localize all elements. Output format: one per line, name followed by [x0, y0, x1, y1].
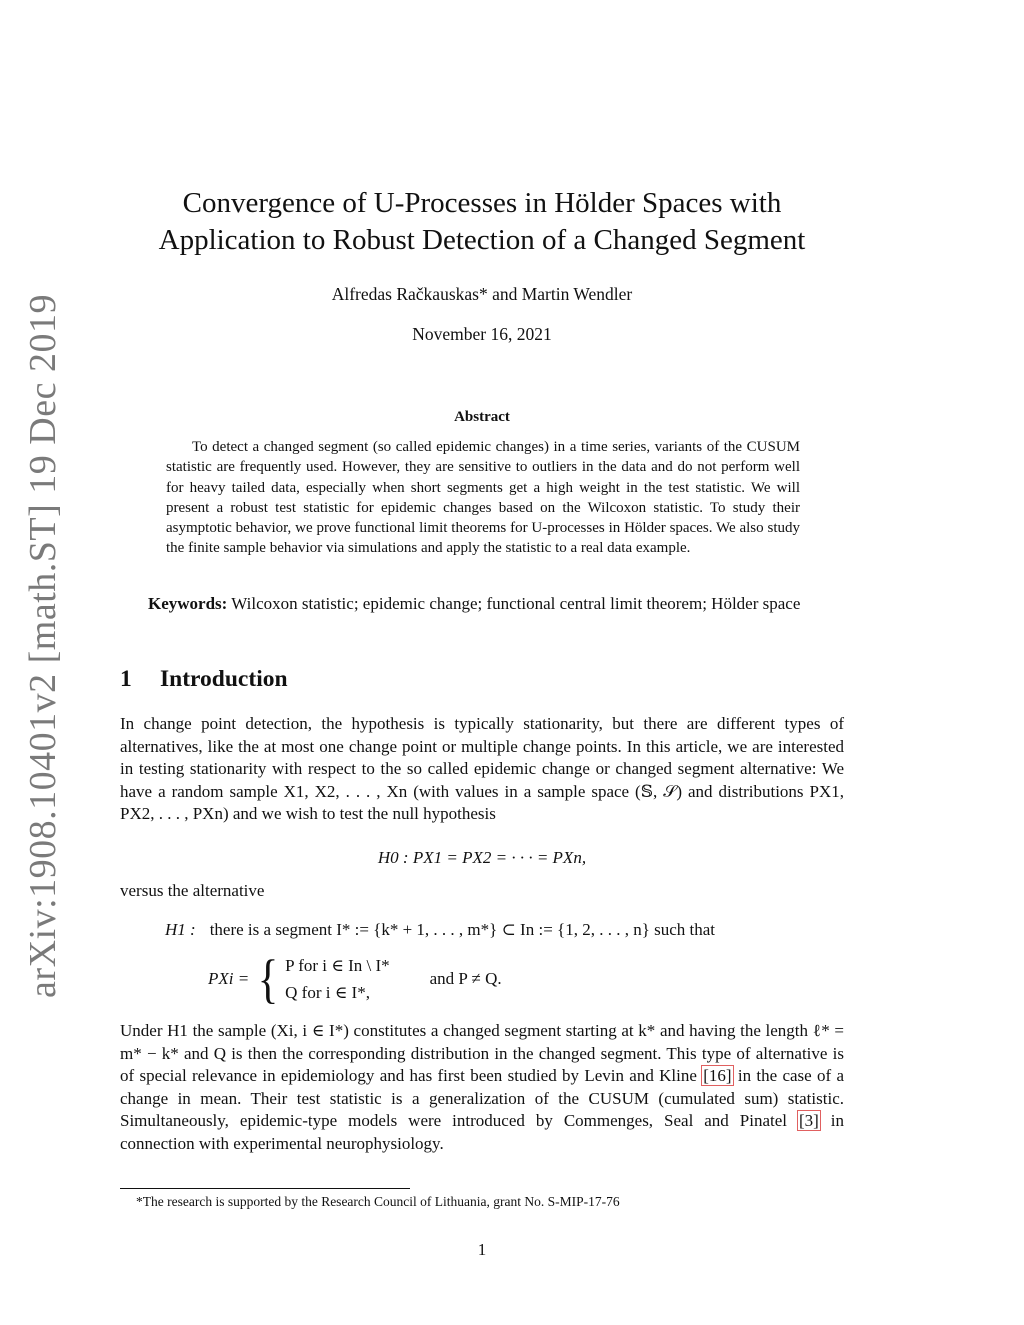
- citation-link-16[interactable]: [16]: [703, 1066, 732, 1086]
- arxiv-identifier: arXiv:1908.10401v2 [math.ST] 19 Dec 2019: [22, 293, 65, 998]
- para3-part-c: in connection with experimental neurophysiology.: [120, 1111, 845, 1153]
- para3-part-a: Under H1 the sample (Xi, i ∈ I*) constitutes a changed segment starting at k* and having the length ℓ* = m* − k* and Q is then the corresponding distribution in the changed segment. This type of alternative is of special relevance in epidemiology and has first been studied by Levin and Kline: [120, 1021, 844, 1086]
- title-line-1: Convergence of U-Processes in Hölder Spaces with: [182, 187, 782, 219]
- section-title: Introduction: [160, 666, 288, 692]
- section-heading-introduction: [120, 666, 288, 693]
- paper-authors: Alfredas Račkauskas* and Martin Wendler: [331, 284, 633, 304]
- citation-link-3[interactable]: [3]: [798, 1111, 819, 1131]
- footnote-divider: [120, 1188, 410, 1189]
- footnote: *The research is supported by the Research Council of Lithuania, grant No. S-MIP-17-76: [136, 1194, 620, 1209]
- h1-label: H1 :: [165, 920, 196, 939]
- abstract-text: To detect a changed segment (so called epidemic changes) in a time series, variants of the CUSUM statistic are frequently used. However, they are sensitive to outliers in the data and do not perform well for heavy tailed data, especially when short segments get a high weight in the test statistic. We will present a robust test statistic for epidemic changes based on the Wilcoxon statistic. To study their asymptotic behavior, we prove functional limit theorems for U-processes in Hölder spaces. We also study the finite sample behavior via simulations and apply the statistic to a real data example.: [166, 439, 800, 557]
- equation-null-hypothesis: H0 : PX1 = PX2 = · · · = PXn,: [377, 848, 587, 867]
- distribution-cases: [208, 949, 502, 1009]
- paper-date: November 16, 2021: [412, 324, 552, 344]
- paper-title: [120, 185, 844, 259]
- left-brace-icon: {: [257, 949, 279, 1009]
- case-2: Q for i ∈ I*,: [285, 983, 370, 1002]
- section-number: 1: [120, 666, 132, 692]
- keywords-label: Keywords:: [148, 594, 228, 613]
- case-1: P for i ∈ In \ I*: [285, 956, 390, 975]
- title-line-2: Application to Robust Detection of a Changed Segment: [158, 224, 806, 256]
- versus-text: versus the alternative: [120, 881, 265, 900]
- cases-lhs: PXi =: [208, 969, 250, 988]
- keywords-text: Wilcoxon statistic; epidemic change; functional central limit theorem; Hölder space: [231, 594, 801, 613]
- para3-part-b: in the case of a change in mean. Their test statistic is a generalization of the CUSUM (cumulated sum) statistic. Simultaneously, epidemic-type models were introduced by Commenges, Seal and Pinatel: [120, 1066, 845, 1131]
- intro-paragraph-1: In change point detection, the hypothesis is typically stationarity, but there are different types of alternatives, like the at most one change point or multiple change points. In this article, we are interested in testing stationarity with respect to the so called epidemic change or changed segment alternative: We have a random sample X1, X2, . . . , Xn (with values in a sample space (𝕊, 𝒮) and distributions PX1, PX2, . . . , PXn) and we wish to test the null hypothesis: [120, 714, 844, 824]
- alternative-hypothesis-line: [165, 920, 715, 940]
- keywords-line: [120, 592, 844, 615]
- h1-text: there is a segment I* := {k* + 1, . . . , m*} ⊂ In := {1, 2, . . . , n} such that: [209, 920, 716, 939]
- intro-paragraph-3: [120, 1020, 844, 1156]
- abstract-heading: Abstract: [454, 409, 510, 425]
- cases-and: and P ≠ Q.: [429, 969, 502, 988]
- page-number: 1: [477, 1240, 487, 1259]
- arxiv-sidebar-stamp: [22, 293, 65, 998]
